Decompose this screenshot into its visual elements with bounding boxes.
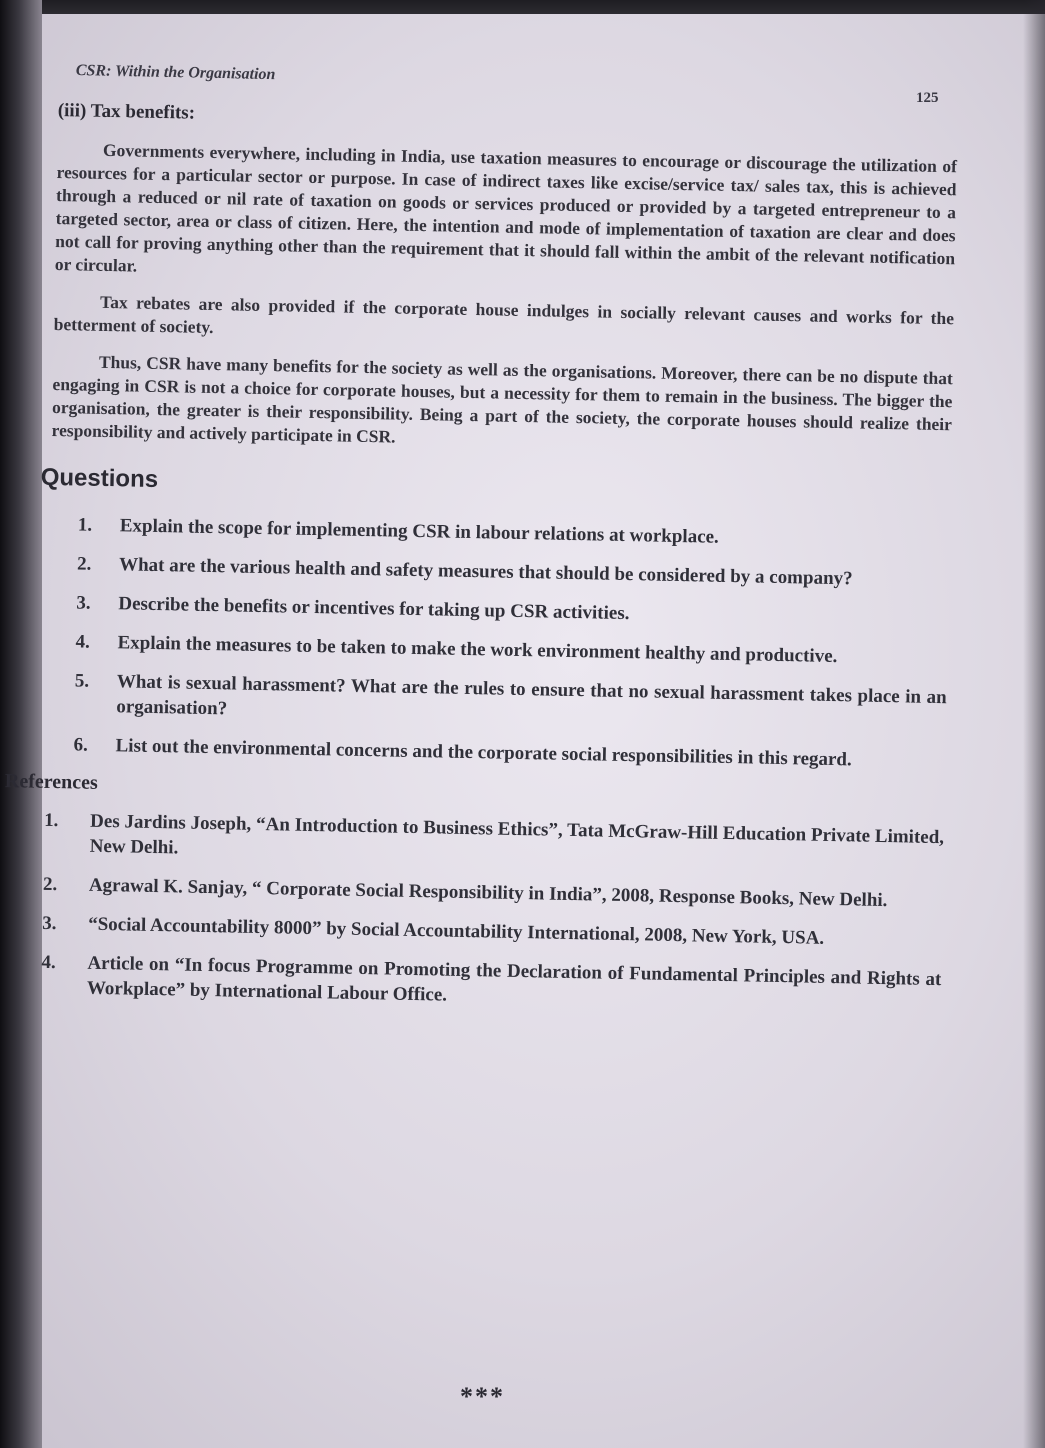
question-number: 2.: [76, 553, 92, 575]
question-text: List out the environmental concerns and the corporate social responsibilities in this regard.: [115, 735, 852, 771]
question-text: Explain the scope for implementing CSR in labour relations at workplace.: [119, 515, 719, 548]
question-item: [50, 512, 950, 554]
question-number: 6.: [73, 734, 89, 756]
question-number: 5.: [74, 670, 90, 692]
question-number: 1.: [77, 514, 93, 536]
paragraph: Thus, CSR have many benefits for the society as well as the organisations. Moreover, there can be no dispute that engaging in CSR is not a choice for corporate houses, but a necessity for them to remain in the business. The bigger the organisation, the greater is their responsibility. Being a part of the society, the corporate houses should realize their responsibility and actively participate in CSR.: [51, 351, 954, 447]
paragraph: Tax rebates are also provided if the corporate house indulges in socially relevant causes and works for the betterment of society.: [53, 291, 955, 338]
reference-text: Agrawal K. Sanjay, “ Corporate Social Responsibility in India”, 2008, Response Books, New Delhi.: [88, 874, 888, 912]
tax-benefits-heading: (iii) Tax benefits:: [57, 100, 196, 124]
question-item: [49, 551, 949, 593]
reference-text: Article on “In focus Programme on Promoting the Declaration of Fundamental Principles and Rights at Workplace” by International Labour Office.: [86, 952, 942, 1006]
question-text: Describe the benefits or incentives for taking up CSR activities.: [118, 593, 630, 625]
reference-number: 2.: [42, 873, 58, 896]
reference-number: 1.: [43, 809, 59, 832]
questions-list: [45, 512, 950, 774]
reference-item: [41, 950, 942, 1017]
page-content: [4, 100, 958, 1031]
page-right-edge-shadow: [1023, 0, 1045, 1448]
page-number: 125: [916, 90, 939, 106]
question-text: Explain the measures to be taken to make the work environment healthy and productive.: [117, 632, 838, 668]
reference-text: Des Jardins Joseph, “An Introduction to Business Ethics”, Tata McGraw-Hill Education Private Limited, New Delhi.: [89, 810, 945, 859]
reference-item: [43, 808, 944, 875]
reference-number: 3.: [41, 912, 57, 935]
references-list: [41, 808, 945, 1017]
question-item: [45, 732, 945, 774]
reference-item: [43, 872, 943, 914]
paragraph: Governments everywhere, including in India, use taxation measures to encourage or discourage the utilization of resources for a particular sector or purpose. In case of indirect taxes like excise/service tax/ sales tax, this is achieved through a reduced or nil rate of taxation on goods or services produced or provided by a targeted entrepreneur to a targeted sector, area or class of citizen. Here, the intention and mode of implementation of taxation are clear and does not call for proving anything other than the requirement that it should fall within the ambit of the relevant notification or circular.: [54, 139, 958, 276]
question-text: What are the various health and safety measures that should be considered by a company?: [118, 554, 853, 590]
question-item: [47, 629, 947, 671]
end-of-chapter-mark: ***: [460, 1382, 505, 1411]
page-gutter-shadow: [0, 0, 42, 1448]
question-number: 3.: [76, 592, 91, 614]
questions-heading: Questions: [40, 463, 159, 493]
question-number: 4.: [75, 631, 91, 653]
reference-item: [42, 911, 942, 953]
references-heading: References: [4, 770, 99, 794]
question-item: [46, 668, 947, 735]
page-top-edge-shadow: [0, 0, 1045, 14]
question-item: [48, 590, 948, 632]
reference-text: “Social Accountability 8000” by Social Accountability International, 2008, New York, USA.: [87, 913, 825, 949]
question-text: What is sexual harassment? What are the rules to ensure that no sexual harassment takes place in an organisation?: [116, 671, 947, 720]
running-head: CSR: Within the Organisation: [75, 62, 276, 84]
reference-number: 4.: [41, 951, 56, 974]
